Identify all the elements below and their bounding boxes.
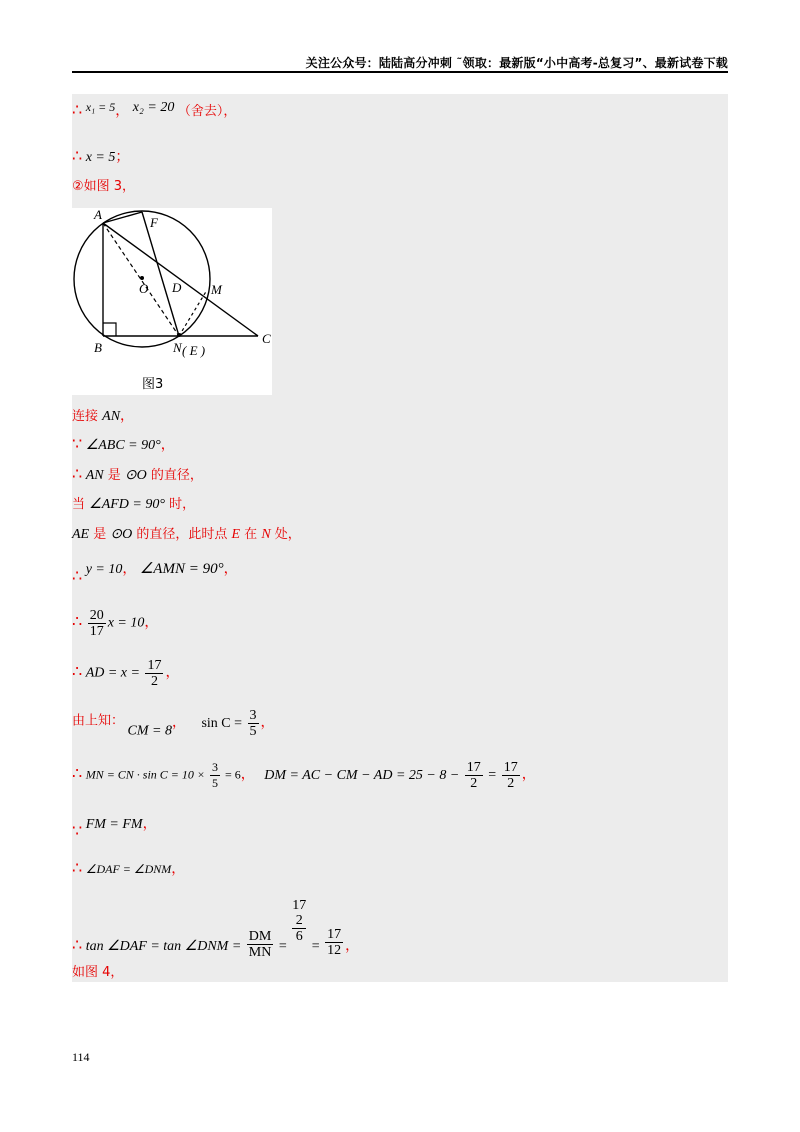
text-at: 在 — [240, 527, 262, 542]
line-y-10 — [72, 560, 238, 586]
punct: ， — [165, 665, 180, 681]
label-f: F — [150, 215, 158, 230]
label-n: N — [173, 340, 182, 355]
segment-ae: AE — [72, 527, 90, 542]
numerator: 17 — [147, 658, 162, 673]
segment-an: AN — [85, 468, 104, 483]
root-x1: x₁ = 5 — [85, 100, 116, 114]
fraction-complex — [292, 898, 306, 944]
point-e: E — [231, 527, 241, 542]
line-ad-value — [72, 658, 179, 689]
denominator: 2 — [507, 776, 515, 791]
line-when-afd — [72, 496, 195, 514]
circle-o: ⊙O — [110, 527, 133, 542]
separator: ， — [240, 767, 255, 783]
figure-3 — [72, 208, 272, 395]
equation: x = 10 — [107, 615, 145, 631]
line-ae-diameter — [72, 526, 301, 544]
circle-o: ⊙O — [124, 468, 147, 483]
page-number: 114 — [72, 1050, 90, 1064]
label-c: C — [262, 331, 271, 346]
denominator: 5 — [212, 776, 218, 790]
line-mn-dm — [72, 760, 536, 791]
fraction-17-2 — [145, 658, 163, 689]
separator: ， — [115, 104, 130, 119]
fraction-17-12 — [325, 927, 343, 958]
therefore-symbol: ∴ — [72, 937, 83, 954]
fraction-17-2-a — [465, 760, 483, 791]
root-x2: x₂ = 20 — [132, 100, 175, 115]
punct: ， — [260, 715, 275, 731]
numerator: 17 — [327, 927, 342, 942]
line-angles-equal — [72, 860, 185, 879]
because-symbol: ∵ — [72, 436, 83, 453]
label-b: B — [94, 340, 102, 355]
text-place: 处， — [270, 527, 301, 542]
header-rule — [72, 71, 728, 73]
equation-mn: MN = CN · sin C = 10 × — [85, 767, 208, 782]
punct: ， — [120, 409, 135, 424]
line-tan-value — [72, 898, 359, 960]
denominator: 12 — [327, 943, 342, 958]
label-m: M — [211, 282, 222, 297]
therefore-symbol: ∴ — [72, 102, 83, 119]
punct: ， — [223, 562, 238, 577]
numerator-bottom: 2 — [292, 913, 306, 929]
therefore-symbol: ∴ — [72, 568, 83, 585]
equals: = — [484, 767, 500, 783]
text-is: 是 — [103, 468, 125, 483]
therefore-symbol: ∴ — [72, 663, 83, 681]
line-connect-an — [72, 408, 134, 426]
page-header: 关注公众号：陆陆高分冲刺 ˜领取：最新版“小中高考-总复习”、最新试卷下载 — [305, 56, 728, 70]
text-time: 时， — [164, 497, 196, 512]
numerator: 3 — [212, 760, 218, 774]
figure-caption: 图3 — [142, 377, 164, 392]
numerator: 17 — [503, 760, 518, 775]
equation-y: y = 10 — [85, 562, 123, 577]
denominator: MN — [248, 945, 272, 960]
fraction-dm-mn — [247, 929, 274, 960]
line-angle-abc — [72, 436, 175, 455]
separator: ， — [122, 562, 137, 577]
punct: ， — [521, 767, 536, 783]
therefore-symbol: ∴ — [72, 613, 83, 631]
label-d: D — [172, 280, 182, 295]
equation-arc: FM = FM — [85, 817, 143, 832]
line-x-value — [72, 608, 158, 639]
denominator: 5 — [249, 724, 257, 739]
numerator: 17 — [466, 760, 481, 775]
denominator: 2 — [470, 776, 478, 791]
equation-dm: DM = AC − CM − AD = 25 − 8 − — [264, 767, 463, 783]
line-arc-fm — [72, 816, 157, 841]
solution-content — [72, 94, 728, 982]
fraction-20-17 — [88, 608, 106, 639]
equation-sinc: sin C = — [201, 715, 246, 731]
therefore-symbol: ∴ — [72, 765, 83, 783]
denominator: 6 — [295, 929, 303, 944]
text-diameter-point: 的直径，此时点 — [132, 527, 232, 542]
punct: ， — [345, 939, 360, 954]
point-n: N — [261, 527, 271, 542]
case-heading-figure3: ②如图 3， — [72, 179, 136, 194]
label-a: A — [94, 208, 102, 222]
punct: ， — [144, 615, 159, 631]
numerator: DM — [248, 929, 272, 944]
therefore-symbol: ∴ — [72, 466, 83, 483]
text-when: 当 — [72, 497, 90, 512]
punct: ， — [160, 438, 175, 453]
line-roots — [72, 98, 236, 121]
equation: AD = x = — [85, 665, 144, 681]
result-mn: = 6 — [222, 767, 241, 782]
numerator: 20 — [89, 608, 104, 623]
denominator: 2 — [150, 674, 158, 689]
segment-an: AN — [102, 409, 121, 424]
because-symbol: ∵ — [72, 823, 83, 840]
fraction-3-5 — [248, 708, 259, 739]
denominator: 17 — [89, 624, 104, 639]
separator: ， — [171, 715, 186, 731]
figure4-heading: 如图 4， — [72, 965, 124, 980]
text-is: 是 — [89, 527, 111, 542]
therefore-symbol: ∴ — [72, 860, 83, 877]
therefore-symbol: ∴ — [72, 148, 83, 165]
fraction-17-2-b — [502, 760, 520, 791]
punct: ； — [115, 150, 130, 165]
label-o: O — [139, 281, 149, 296]
equation: ∠ABC = 90° — [85, 438, 161, 453]
line-an-diameter — [72, 466, 203, 485]
numerator-top: 17 — [292, 898, 307, 913]
equals: = — [275, 939, 291, 954]
line-from-above — [72, 708, 275, 741]
fraction-3-5 — [210, 760, 220, 791]
geometry-diagram — [72, 208, 272, 395]
text-from-above: 由上知： — [72, 713, 125, 729]
equation-tan: tan ∠DAF = tan ∠DNM = — [85, 939, 245, 954]
text-diameter: 的直径， — [146, 468, 203, 483]
punct: ， — [142, 817, 157, 832]
punct: ， — [171, 862, 186, 877]
text-connect: 连接 — [72, 409, 103, 424]
equation-amn: ∠AMN = 90° — [139, 561, 224, 577]
equation: ∠AFD = 90° — [89, 497, 165, 512]
line-x-equals-5 — [72, 148, 129, 167]
equation: ∠DAF = ∠DNM — [85, 862, 172, 876]
equals: = — [308, 939, 324, 954]
equation-cm: CM = 8 — [127, 723, 172, 739]
equation: x = 5 — [85, 150, 116, 165]
numerator: 3 — [249, 708, 257, 723]
label-e: ( E ) — [182, 343, 206, 358]
discard-note: （舍去）， — [177, 104, 237, 119]
